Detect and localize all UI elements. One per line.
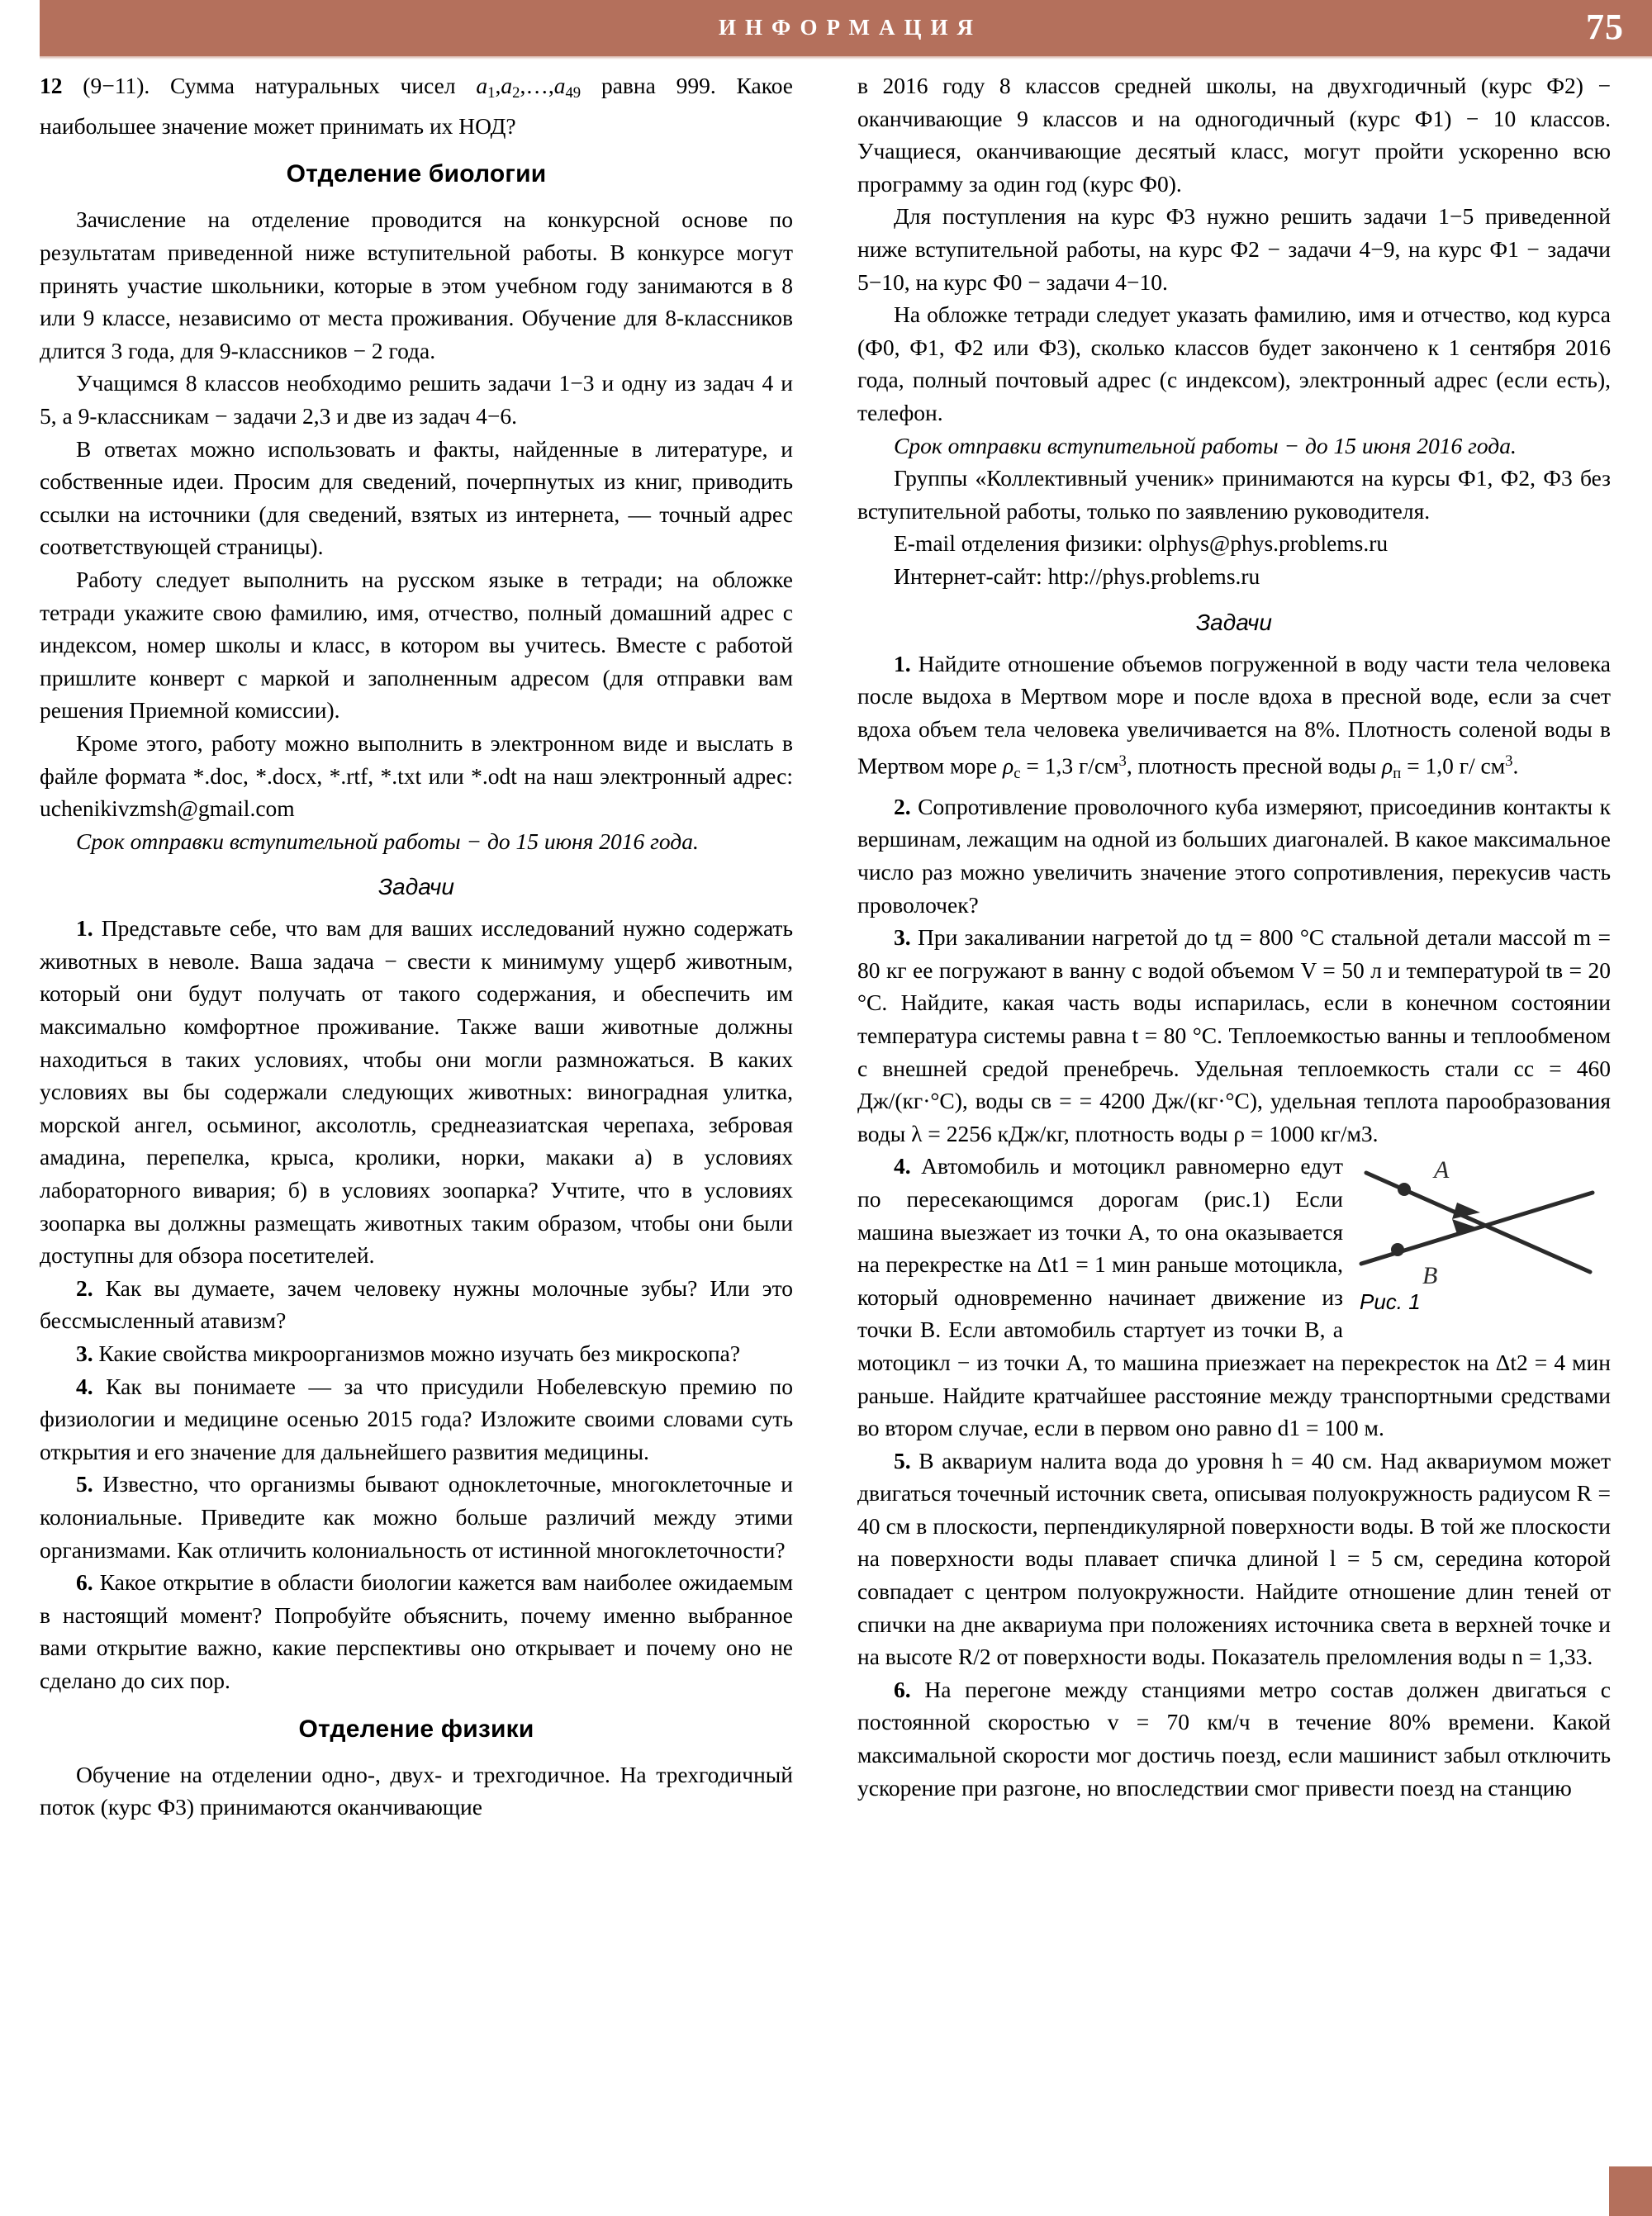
task-text: При закаливании нагретой до tд = 800 °C стальной детали массой m = 80 кг ее погружают в ванну с водой объемом V = 50 л и температурой tв = 20 °C. Найдите, какая часть воды испарилась, если в конечном состоянии температура системы равна t = 80 °C. Теплоемкостью ванны и теплообменом с внешней средой пренебречь. Удельная теплоемкость стали cс = 460 Дж/(кг·°C), воды cв = = 4200 Дж/(кг·°C), удельная теплота парообразования воды λ = 2256 кДж/кг, плотность воды ρ = 1000 кг/м3. (857, 924, 1611, 1146)
math-task-12: 12 (9−11). Сумма натуральных чисел $a_1,a_2,\dots,a_{49}$ равна 999. Какое наибольшее значение может принимать их НОД? (40, 73, 793, 139)
task-text: Как вы думаете, зачем человеку нужны молочные зубы? Или это бессмысленный атавизм? (40, 1274, 794, 1334)
label-b: B (1422, 1262, 1438, 1288)
task-text-part-e: . (1512, 753, 1519, 779)
physics-email-line: E-mail отделения физики: olphys@phys.problems.ru (894, 530, 1389, 557)
biology-task-6 (40, 1566, 793, 1696)
collective-student-note: Группы «Коллективный ученик» принимаются на курсы Ф1, Ф2, Ф3 без вступительной работы, только по заявлению руководителя. (857, 465, 1611, 524)
task-text: Известно, что организмы бывают одноклеточные, многоклеточные и колониальные. Приведите как можно больше различий между этими организмами. Как отличить колониальность от истинной многоклеточности? (40, 1471, 794, 1563)
task-number: 6. (894, 1676, 911, 1702)
cube-exponent: 3 (1118, 752, 1127, 771)
page-header-title: ИНФОРМАЦИЯ (719, 15, 982, 40)
biology-paragraph-4: Работу следует выполнить на русском языке в тетради; на обложке тетради укажите свою фамилию, имя, отчество, полный домашний адрес с индексом, номер школы и класс, в котором вы учитесь. Вместе с работой пришлите конверт с маркой и заполненным адресом (для отправки вам решения Приемной комиссии). (40, 566, 793, 724)
task-number: 1. (76, 915, 93, 942)
task-text: Представьте себе, что вам для ваших исследований нужно содержать животных в неволе. Ваша задача − свести к минимуму ущерб животным, который они будут получать от такого содержания, и обеспечить им максимально комфортное проживание. Также ваши животные должны находиться в таких условиях, чтобы они могли размножаться. В каких условиях вы бы содержали следующих животных: виноградная улитка, морской ангел, осьминог, аксолотль, среднеазиатская черепаха, зебровая амадина, перепелка, крыса, кролики, норки, макаки а) в условиях лабораторного вивария; б) в условиях зоопарка? Учтите, что в условиях зоопарка вы должны размещать животных таким образом, чтобы они были доступны для обзора посетителей. (40, 915, 793, 1269)
biology-task-3 (40, 1337, 793, 1370)
rho-salt-subscript: с (1014, 765, 1021, 783)
biology-paragraph-1: Зачисление на отделение проводится на конкурсной основе по результатам приведенной ниже вступительной работы. В конкурсе могут принять участие школьники, которые в этом учебном году занимаются в 8 или 9 классе, независимо от места проживания. Обучение для 8-классников длится 3 года, для 9-классников − 2 года. (40, 206, 793, 363)
crossing-roads-diagram (1355, 1155, 1602, 1287)
biology-tasks-heading: Задачи (378, 874, 454, 900)
rho-fresh-subscript: п (1393, 765, 1402, 783)
task-number: 3. (76, 1341, 93, 1367)
task-number: 2. (894, 793, 911, 819)
page-number: 75 (1586, 7, 1624, 47)
task-text: Какое открытие в области биологии кажется вам наиболее ожидаемым в настоящий момент? Попробуйте объяснить, почему именно выбранное вами открытие важно, какие перспективы оно открывает и почему оно не сделано до сих пор. (40, 1569, 794, 1693)
biology-paragraph-2: Учащимся 8 классов необходимо решить задачи 1−3 и одну из задач 4 и 5, а 9-классникам − задачи 2,3 и две из задач 4−6. (40, 370, 793, 429)
physics-task-5 (857, 1445, 1611, 1673)
task-text: Сопротивление проволочного куба измеряют, присоединив контакты к вершинам, лежащим на одной из больших диагоналей. В какое максимальное число раз можно увеличить значение этого сопротивления, перекусив часть проволочек? (857, 793, 1612, 918)
physics-task-1 (857, 648, 1611, 790)
task-number: 2. (76, 1274, 93, 1301)
biology-task-4 (40, 1370, 793, 1469)
biology-task-2 (40, 1272, 793, 1337)
task-text-part-b: = 1,3 г/см (1020, 753, 1119, 779)
physics-deadline: Срок отправки вступительной работы − до 15 июня 2016 года. (894, 432, 1517, 458)
label-a: A (1434, 1156, 1450, 1184)
page-header-bar (40, 0, 1652, 56)
right-column (857, 69, 1611, 1804)
physics-intro-continued: в 2016 году 8 классов средней школы, на двухгодичный (курс Ф2) − оканчивающие 9 классов и на одногодичный (курс Ф1) − 10 классов. Учащиеся, оканчивающие десятый класс, могут пройти ускоренно всю программу за один год (курс Ф0). (857, 73, 1611, 197)
task-number: 1. (894, 650, 911, 676)
task-text: В аквариум налита вода до уровня h = 40 см. Над аквариумом может двигаться точечный источник света, описывая полуокружность радиусом R = 40 см в плоскости, перпендикулярной поверхности воды. В той же плоскости на поверхности воды плавает спичка длиной l = 5 см, середина которой совпадает с центром полуокружности. Найдите отношение длин теней от спички на дне аквариума при положениях источника света в верхней точке и на высоте R/2 от поверхности воды. Показатель преломления воды n = 1,33. (857, 1447, 1612, 1670)
task-text: Как вы понимаете — за что присудили Нобелевскую премию по физиологии и медицине осенью 2015 года? Изложите своими словами суть открытия и его значение для дальнейшего развития медицины. (40, 1373, 793, 1464)
two-column-body (0, 69, 1652, 2184)
physics-paragraph-2: На обложке тетради следует указать фамилию, имя и отчество, код курса (Ф0, Ф1, Ф2 или Ф3), сколько классов будет закончено к 1 сентября 2016 года, полный почтовый адрес (с индексом), электронный адрес (если есть), телефон. (857, 301, 1611, 425)
left-column (40, 69, 793, 1824)
cube-exponent-2: 3 (1505, 752, 1513, 771)
task-number: 4. (894, 1153, 911, 1179)
rho-salt-symbol: ρ (1002, 753, 1014, 779)
task-text-part-d: = 1,0 г/ см (1401, 753, 1506, 779)
header-shadow (40, 56, 1652, 59)
biology-deadline: Срок отправки вступительной работы − до 15 июня 2016 года. (76, 828, 699, 854)
figure-1-caption: Рис. 1 (1360, 1289, 1421, 1315)
physics-intro-start: Обучение на отделении одно-, двух- и трехгодичное. На трехгодичный поток (курс Ф3) принимаются оканчивающие (40, 1761, 793, 1820)
task-number: 4. (76, 1373, 93, 1399)
biology-task-5 (40, 1468, 793, 1566)
figure-1 (1355, 1155, 1611, 1315)
biology-paragraph-5: Кроме этого, работу можно выполнить в электронном виде и выслать в файле формата *.doc, *.docx, *.rtf, *.txt или *.odt на наш электронный адрес: uchenikivzmsh@gmail.com (40, 729, 793, 822)
point-b-dot (1391, 1243, 1404, 1256)
task-number: 5. (76, 1471, 93, 1497)
biology-paragraph-3: В ответах можно использовать и факты, найденные в литературе, и собственные идеи. Просим для сведений, почерпнутых из книг, приводить ссылки на источники (для сведений, взятых из интернета, — точный адрес соответствующей страницы). (40, 435, 793, 560)
corner-marker-tab (1609, 2166, 1652, 2216)
task-text: Какие свойства микроорганизмов можно изучать без микроскопа? (98, 1341, 741, 1367)
task-text: На перегоне между станциями метро состав должен двигаться с постоянной скоростью v = 70 км/ч в течение 80% времени. Какой максимальной скорости мог достичь поезд, если машинист забыл отключить ускорение при разгоне, но впоследствии смог привести поезд на станцию (857, 1676, 1611, 1801)
task-number: 5. (894, 1447, 911, 1473)
task-text-part-a: Найдите отношение объемов погруженной в воду части тела человека после выдоха в Мертвом море и после вдоха в пресной воде, если за счет вдоха объем тела человека увеличивается на 8%. Плотность соленой воды в Мертвом море (857, 650, 1611, 779)
point-a-dot (1398, 1183, 1411, 1196)
physics-task-3 (857, 921, 1611, 1150)
task-number: 3. (894, 924, 911, 951)
physics-task-2 (857, 790, 1611, 921)
physics-tasks-heading: Задачи (1196, 609, 1272, 635)
biology-section-heading: Отделение биологии (286, 160, 547, 188)
physics-paragraph-1: Для поступления на курс Ф3 нужно решить задачи 1−5 приведенной ниже вступительной работы, на курс Ф2 − задачи 4−9, на курс Ф1 − задачи 5−10, на курс Ф0 − задачи 4−10. (857, 203, 1611, 295)
physics-website-line: Интернет-сайт: http://phys.problems.ru (894, 562, 1260, 589)
rho-fresh-symbol: ρ (1381, 753, 1393, 779)
physics-section-heading: Отделение физики (298, 1715, 534, 1743)
biology-task-1 (40, 912, 793, 1272)
physics-task-4-block (857, 1150, 1611, 1444)
task-number: 6. (76, 1569, 93, 1596)
physics-task-6 (857, 1673, 1611, 1804)
task-text: Автомобиль и мотоцикл равномерно едут по пересекающимся дорогам (рис.1) Если машина выезжает из точки A, то она оказывается на перекрестке на Δt1 = 1 мин раньше мотоцикла, который одновременно начинает движение из точки B. Если автомобиль стартует из точки B, а мотоцикл − из точки A, то машина приезжает на перекресток на Δt2 = 4 мин раньше. Найдите кратчайшее расстояние между транспортными средствами во втором случае, если в первом оно равно d1 = 100 м. (857, 1153, 1611, 1441)
task-text-part-c: , плотность пресной воды (1126, 753, 1382, 779)
